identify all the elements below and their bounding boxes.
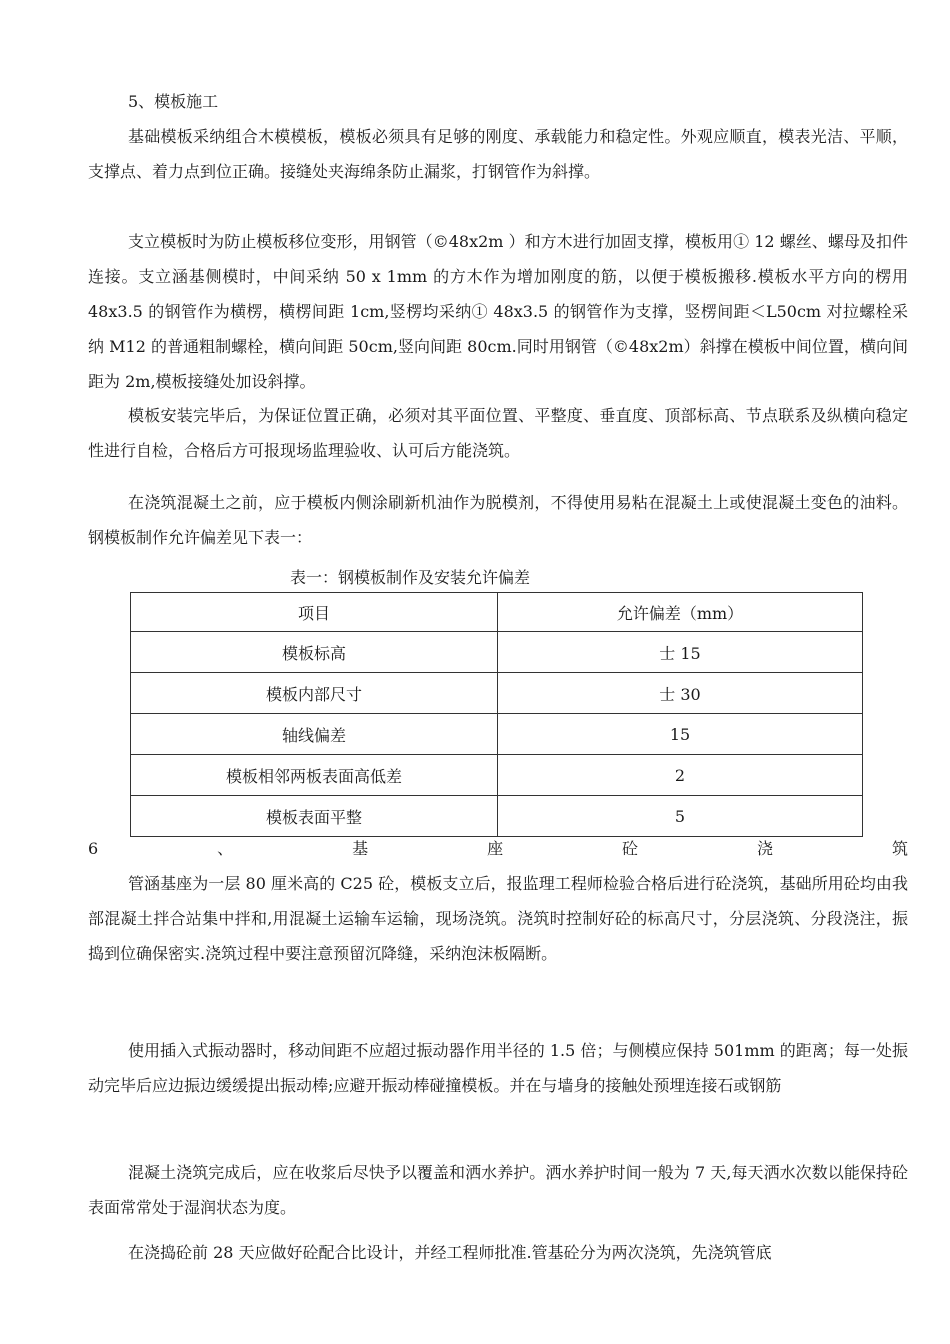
section-6-paragraph-4: 在浇捣砼前 28 天应做好砼配合比设计，并经工程师批准.管基砼分为两次浇筑，先浇筑管底 [128, 1243, 772, 1262]
table-cell-item: 模板相邻两板表面高低差 [131, 755, 498, 796]
section-6-heading-char: 座 [487, 839, 504, 858]
section-6-heading-char: 基 [352, 839, 369, 858]
section-6-heading-char: 浇 [757, 839, 774, 858]
section-6-heading [88, 834, 908, 864]
table-cell-item: 轴线偏差 [131, 714, 498, 755]
section-6-paragraph-1: 管涵基座为一层 80 厘米高的 C25 砼，模板支立后，报监理工程师检验合格后进行砼浇筑，基础所用砼均由我部混凝土拌合站集中拌和,用混凝土运输车运输，现场浇筑。浇筑时控制好砼的标高尺寸，分层浇筑、分段浇注，振捣到位确保密实.浇筑过程中要注意预留沉降缝，采纳泡沫板隔断。 [88, 874, 908, 963]
section-5-paragraph-2: 支立模板时为防止模板移位变形，用钢管（©48x2m ）和方木进行加固支撑，模板用① 12 螺丝、螺母及扣件连接。支立涵基侧模时，中间采纳 50 x 1mm 的方木作为增加刚度的筋，以便于模板搬移.模板水平方向的楞用 48x3.5 的钢管作为横楞，横楞间距 1cm,竖楞均采纳① 48x3.5 的钢管作为支撑，竖楞间距＜L50cm 对拉螺栓采纳 M12 的普通粗制螺栓，横向间距 50cm,竖向间距 80cm.同时用钢管（©48x2m）斜撑在模板中间位置，横向间距为 2m,模板接缝处加设斜撑。 [88, 232, 908, 391]
section-6-heading-char: 6 [88, 839, 99, 858]
section-5-paragraph-3: 模板安装完毕后，为保证位置正确，必须对其平面位置、平整度、垂直度、顶部标高、节点联系及纵横向稳定性进行自检，合格后方可报现场监理验收、认可后方能浇筑。 [88, 406, 908, 460]
table-cell-item: 模板内部尺寸 [131, 673, 498, 714]
table-cell-tolerance: 15 [498, 714, 863, 755]
table-header-row [131, 593, 863, 632]
table-row [131, 714, 863, 755]
table-row [131, 755, 863, 796]
section-5-paragraph-4: 在浇筑混凝土之前，应于模板内侧涂刷新机油作为脱模剂，不得使用易粘在混凝土上或使混凝土变色的油料。钢模板制作允许偏差见下表一： [88, 493, 908, 547]
section-5-heading: 5、模板施工 [128, 92, 219, 111]
table-cell-tolerance: 士 15 [498, 632, 863, 673]
table-row [131, 673, 863, 714]
table-row [131, 796, 863, 837]
table-header-item: 项目 [131, 593, 498, 632]
table-header-tolerance: 允许偏差（mm） [498, 593, 863, 632]
table-cell-tolerance: 5 [498, 796, 863, 837]
table-cell-tolerance: 士 30 [498, 673, 863, 714]
section-6-paragraph-2: 使用插入式振动器时，移动间距不应超过振动器作用半径的 1.5 倍；与侧模应保持 501mm 的距离；每一处振动完毕后应边振边缓缓提出振动棒;应避开振动棒碰撞模板。并在与墙身的接触处预埋连接石或钢筋 [88, 1041, 908, 1095]
table-1-caption: 表一：钢模板制作及安装允许偏差 [290, 568, 531, 587]
section-6-heading-char: 筑 [891, 839, 908, 858]
tolerance-table [130, 592, 863, 837]
table-cell-item: 模板标高 [131, 632, 498, 673]
table-row [131, 632, 863, 673]
section-6-heading-char: 砼 [622, 839, 639, 858]
section-5-paragraph-1: 基础模板采纳组合木模模板，模板必须具有足够的刚度、承载能力和稳定性。外观应顺直，模表光洁、平顺，支撑点、着力点到位正确。接缝处夹海绵条防止漏浆，打钢管作为斜撑。 [88, 127, 908, 181]
section-6-heading-char: 、 [217, 839, 234, 858]
section-6-paragraph-3: 混凝土浇筑完成后，应在收浆后尽快予以覆盖和洒水养护。洒水养护时间一般为 7 天,每天洒水次数以能保持砼表面常常处于湿润状态为度。 [88, 1163, 908, 1217]
table-cell-tolerance: 2 [498, 755, 863, 796]
table-cell-item: 模板表面平整 [131, 796, 498, 837]
